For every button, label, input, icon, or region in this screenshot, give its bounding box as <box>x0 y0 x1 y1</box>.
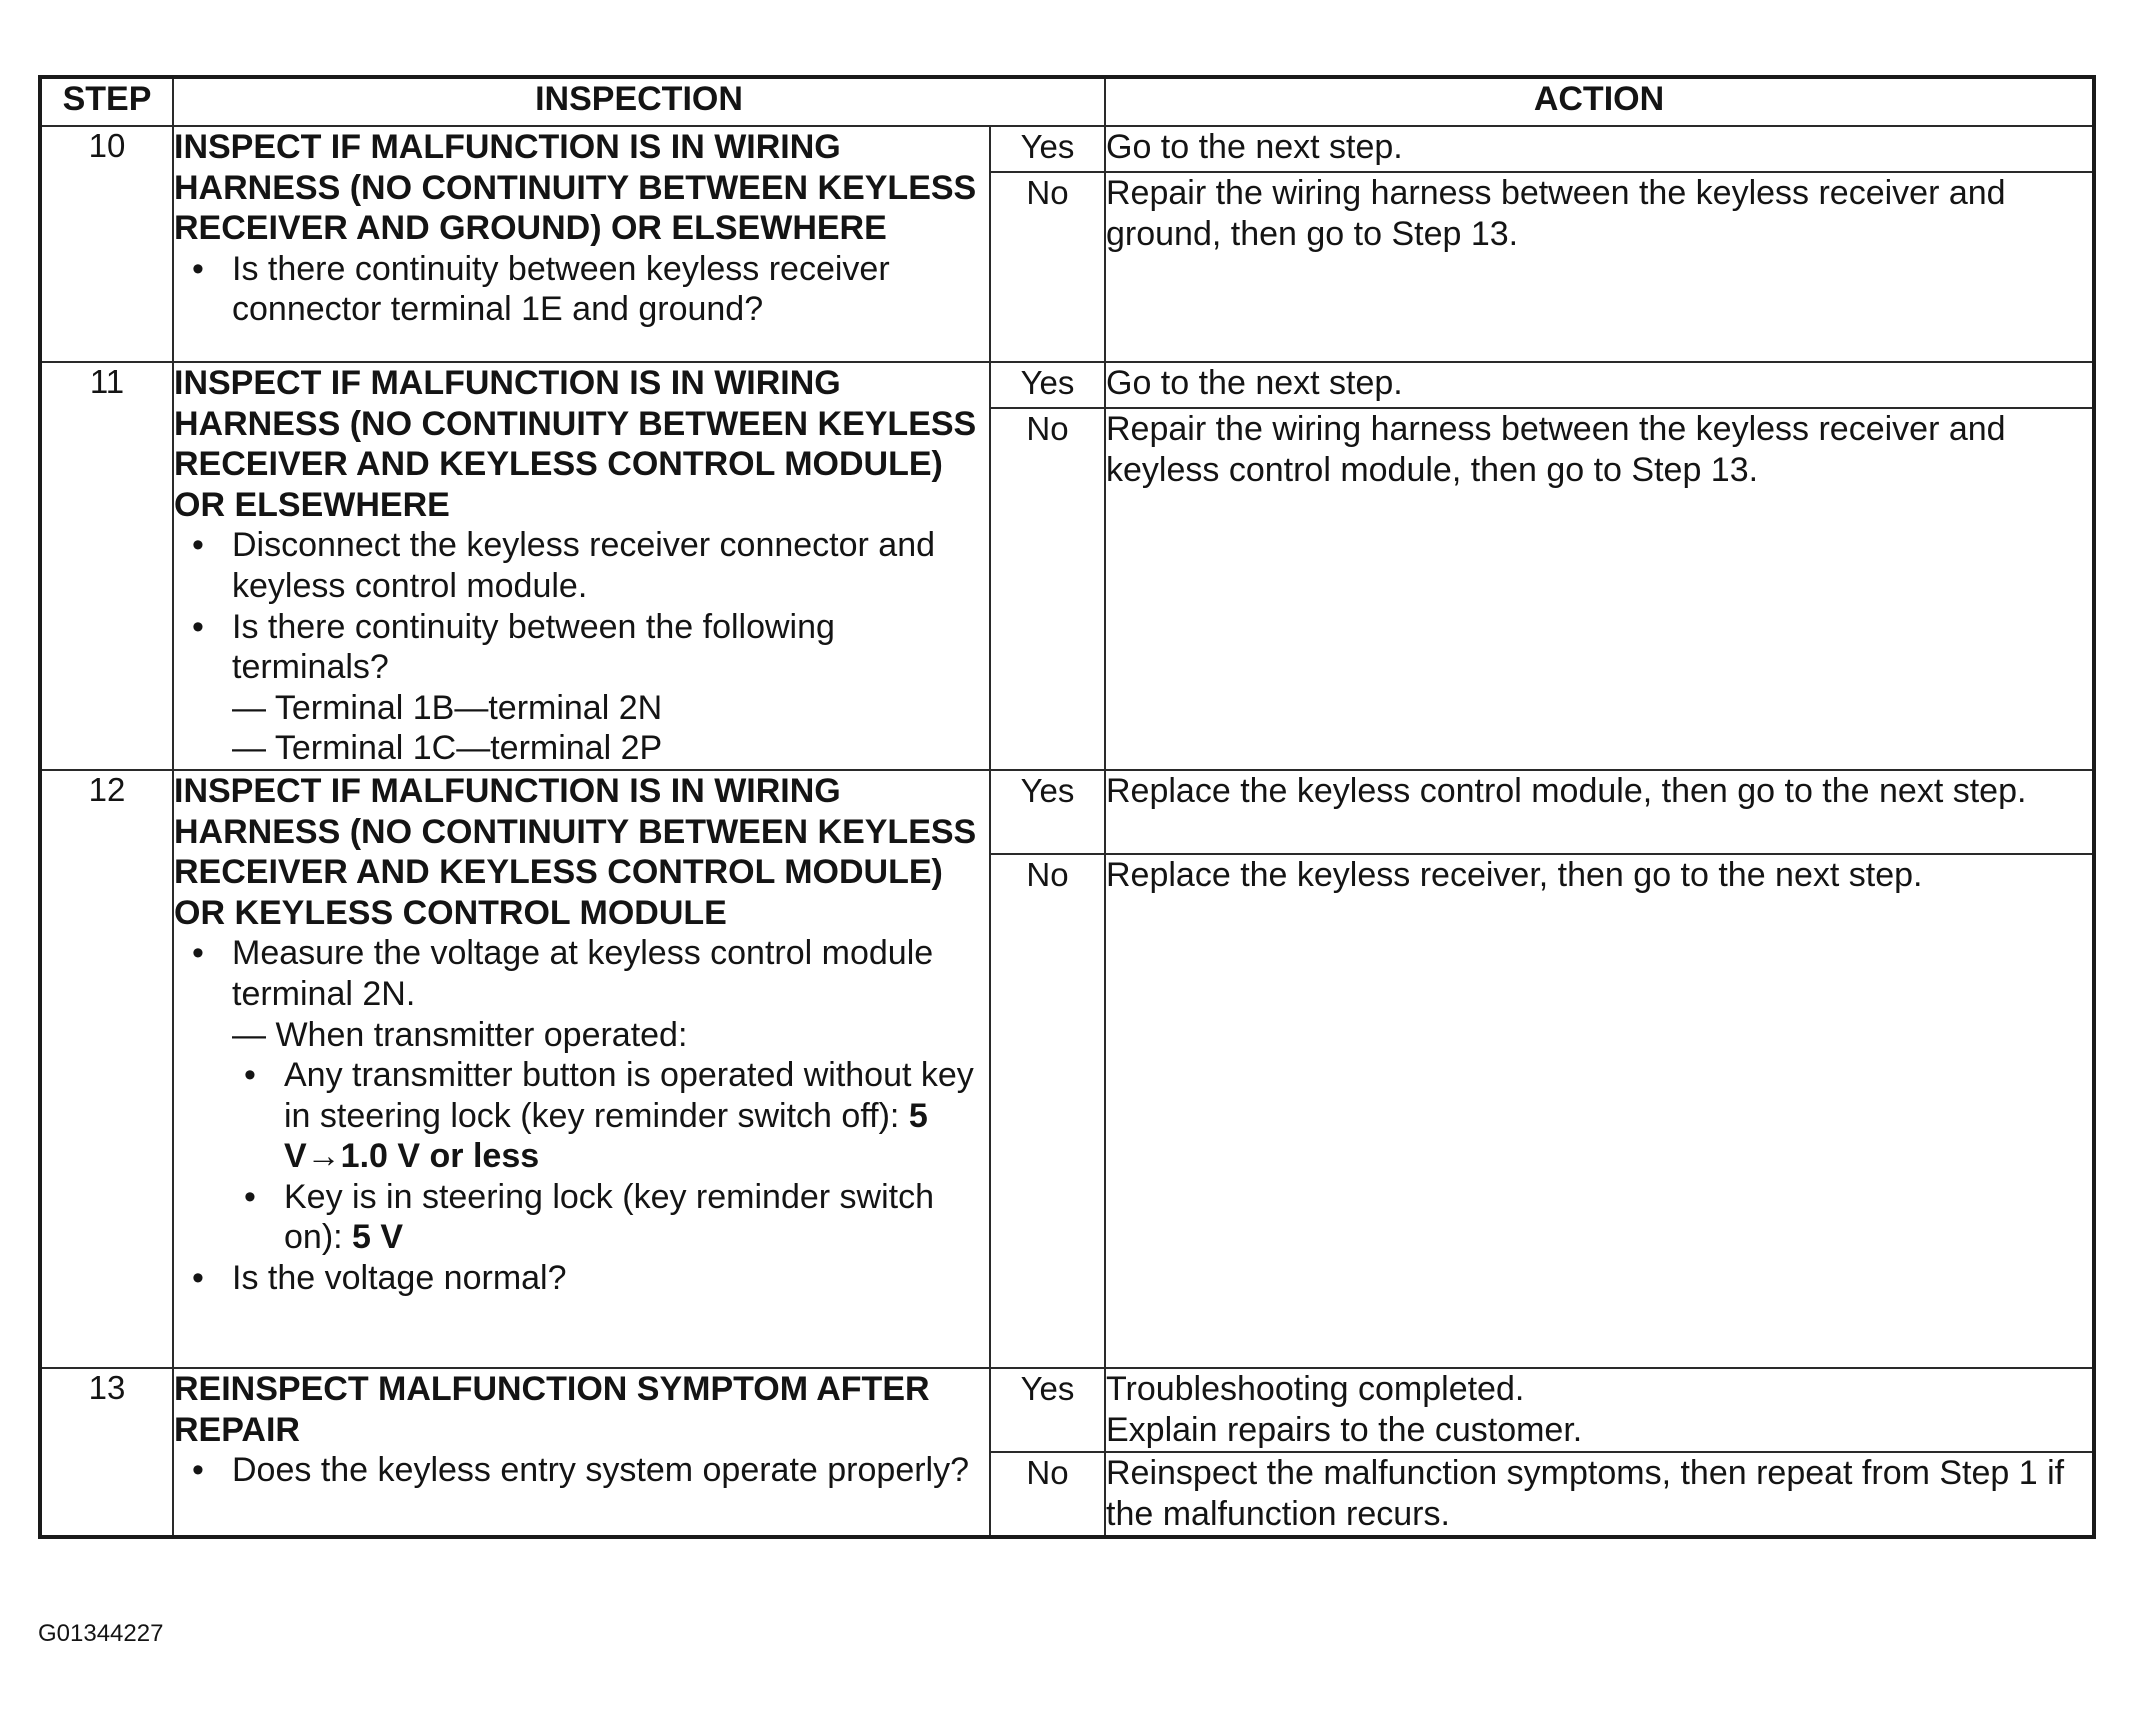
inspection-title: INSPECT IF MALFUNCTION IS IN WIRING HARNESS (NO CONTINUITY BETWEEN KEYLESS RECEIVER AND KEYLESS CONTROL MODULE) OR ELSEWHERE <box>174 364 977 524</box>
inspection-bullet: • Is there continuity between keyless receiver connector terminal 1E and ground? <box>174 249 989 330</box>
table-row <box>40 362 2094 408</box>
inspection-header: INSPECTION <box>173 77 1105 126</box>
inspection-list <box>174 249 989 330</box>
condition-value: 5 V→1.0 V or less <box>284 1096 928 1176</box>
yes-action <box>1105 1368 2094 1452</box>
step-number: 13 <box>40 1368 173 1537</box>
inspection-cell <box>173 362 990 770</box>
table-row <box>40 770 2094 854</box>
condition-text: Any transmitter button is operated without key in steering lock (key reminder switch off): <box>284 1056 974 1135</box>
no-action: Reinspect the malfunction symptoms, then repeat from Step 1 if the malfunction recurs. <box>1105 1452 2094 1537</box>
yes-label: Yes <box>990 770 1105 854</box>
step-header: STEP <box>40 77 173 126</box>
yes-action-line: Explain repairs to the customer. <box>1106 1410 1583 1449</box>
inspection-title: REINSPECT MALFUNCTION SYMPTOM AFTER REPAIR <box>174 1369 930 1449</box>
terminal-pair: — Terminal 1C—terminal 2P <box>232 729 663 768</box>
inspection-cell <box>173 1368 990 1537</box>
inspection-bullet: • Measure the voltage at keyless control module terminal 2N. <box>174 933 989 1014</box>
yes-action-line: Troubleshooting completed. <box>1106 1369 1525 1408</box>
no-label: No <box>990 854 1105 1368</box>
inspection-list <box>174 933 989 1298</box>
condition-value: 5 V <box>352 1218 404 1257</box>
header-row <box>40 77 2094 126</box>
condition-text: Key is in steering lock (key reminder switch on): <box>284 1177 935 1257</box>
inspection-bullet: • Disconnect the keyless receiver connector and keyless control module. <box>174 525 989 606</box>
no-label: No <box>990 408 1105 770</box>
inspection-title: INSPECT IF MALFUNCTION IS IN WIRING HARNESS (NO CONTINUITY BETWEEN KEYLESS RECEIVER AND GROUND) OR ELSEWHERE <box>174 128 977 248</box>
no-action: Repair the wiring harness between the keyless receiver and keyless control module, then go to Step 13. <box>1105 408 2094 770</box>
step-number: 11 <box>40 362 173 770</box>
condition-sublist-wrap <box>174 1055 989 1258</box>
no-action: Replace the keyless receiver, then go to the next step. <box>1105 854 2094 1368</box>
step-number: 12 <box>40 770 173 1368</box>
condition-sublist <box>174 1055 989 1258</box>
no-label: No <box>990 172 1105 362</box>
inspection-title: INSPECT IF MALFUNCTION IS IN WIRING HARNESS (NO CONTINUITY BETWEEN KEYLESS RECEIVER AND KEYLESS CONTROL MODULE) OR KEYLESS CONTROL MODULE <box>174 771 977 932</box>
inspection-list <box>174 525 989 769</box>
condition-bullet <box>174 1055 989 1177</box>
condition-line: — When transmitter operated: <box>232 1015 688 1054</box>
no-label: No <box>990 1452 1105 1537</box>
inspection-cell <box>173 770 990 1368</box>
figure-id: G01344227 <box>38 1620 164 1647</box>
table-row <box>40 1368 2094 1452</box>
yes-label: Yes <box>990 126 1105 172</box>
terminal-pair: — Terminal 1B—terminal 2N <box>232 688 663 727</box>
step-number: 10 <box>40 126 173 362</box>
troubleshooting-table <box>38 75 2096 1539</box>
no-action: Repair the wiring harness between the keyless receiver and ground, then go to Step 13. <box>1105 172 2094 362</box>
table-row <box>40 126 2094 172</box>
inspection-bullet: • Is the voltage normal? <box>174 1258 989 1299</box>
inspection-bullet: • Does the keyless entry system operate properly? <box>174 1450 989 1491</box>
inspection-bullet: • Is there continuity between the following terminals? <box>174 607 989 688</box>
condition-bullet <box>174 1177 989 1258</box>
yes-label: Yes <box>990 1368 1105 1452</box>
yes-action: Go to the next step. <box>1105 362 2094 408</box>
yes-action: Replace the keyless control module, then go to the next step. <box>1105 770 2094 854</box>
action-header: ACTION <box>1105 77 2094 126</box>
yes-action: Go to the next step. <box>1105 126 2094 172</box>
inspection-cell <box>173 126 990 362</box>
yes-label: Yes <box>990 362 1105 408</box>
inspection-list <box>174 1450 989 1491</box>
